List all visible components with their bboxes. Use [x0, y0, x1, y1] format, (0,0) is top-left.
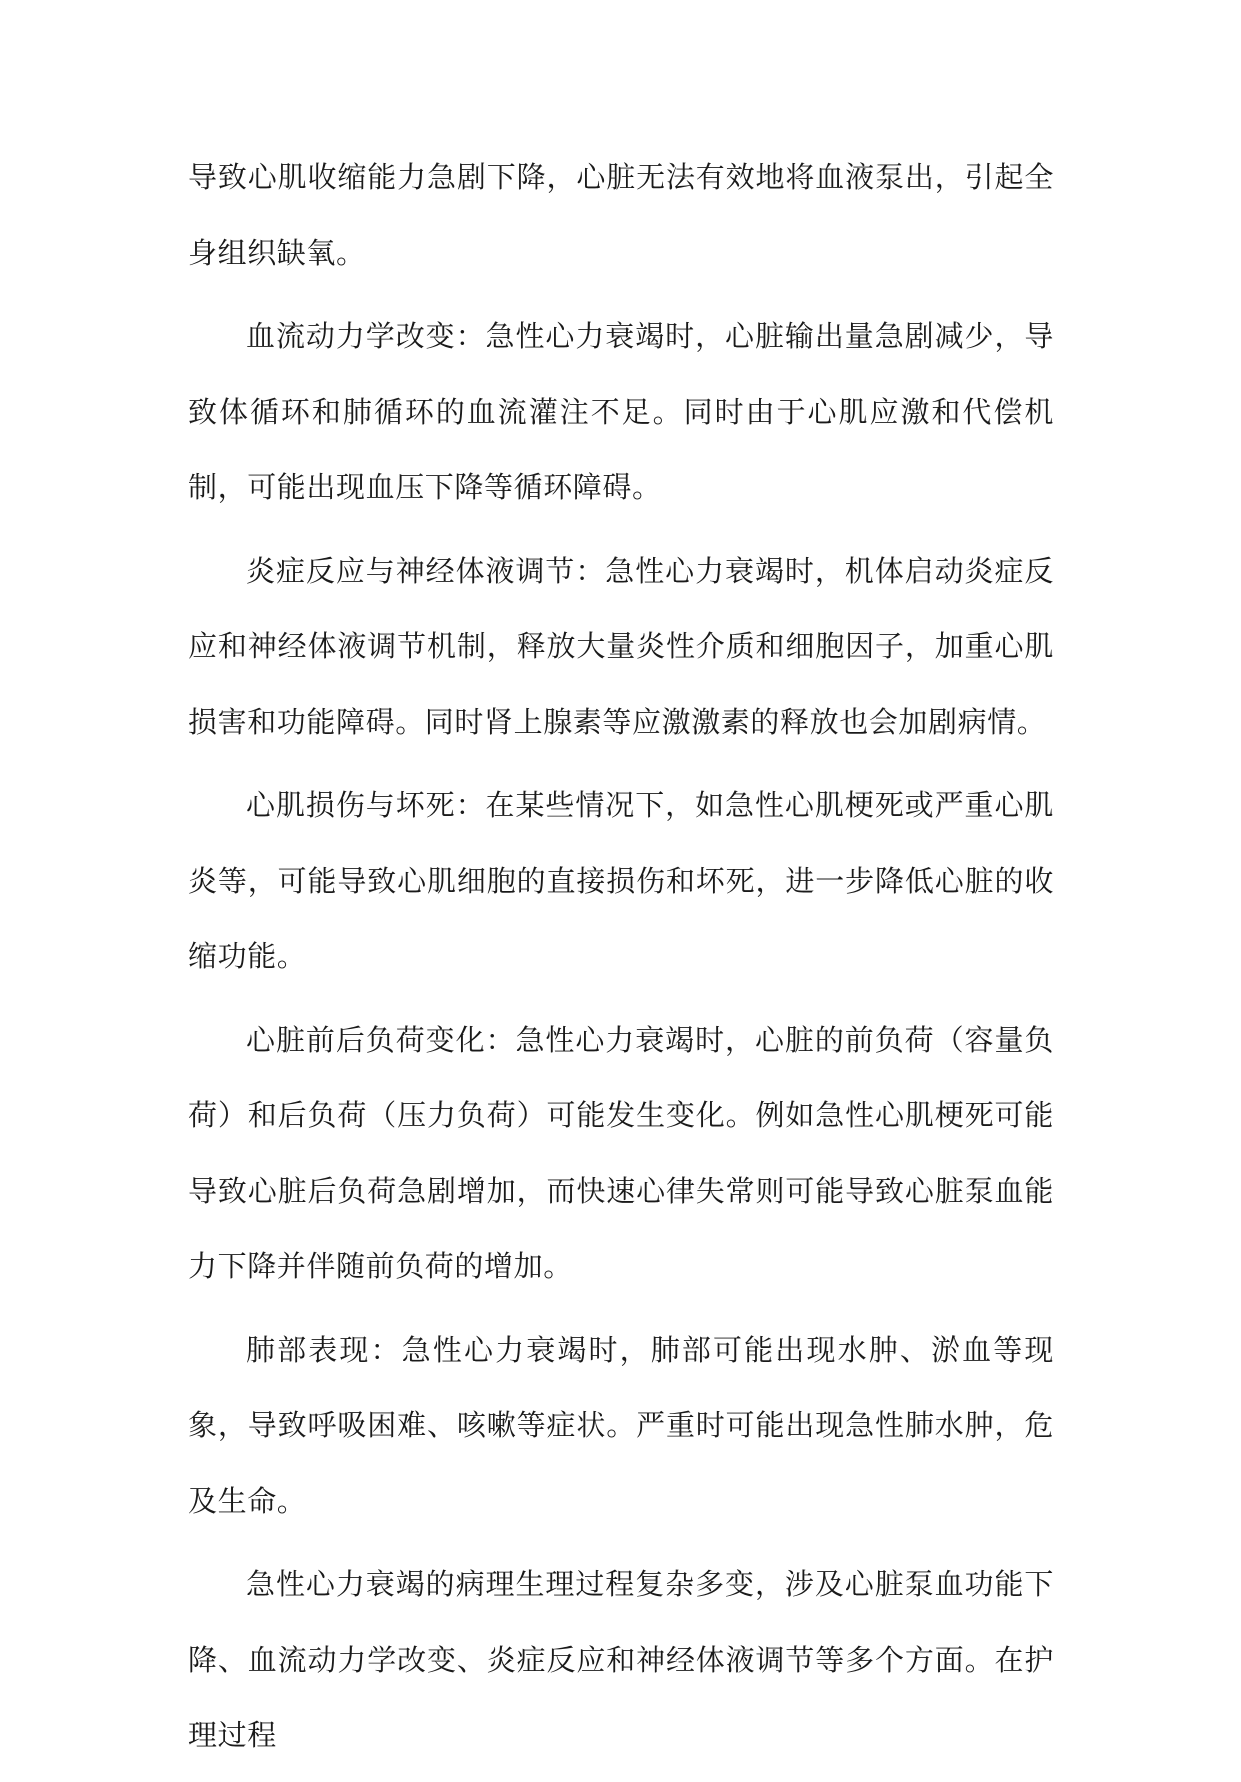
paragraph-summary: 急性心力衰竭的病理生理过程复杂多变，涉及心脏泵血功能下降、血流动力学改变、炎症反应和神经体液调节等多个方面。在护理过程 — [188, 1567, 1054, 1752]
paragraph-pulmonary: 肺部表现：急性心力衰竭时，肺部可能出现水肿、淤血等现象，导致呼吸困难、咳嗽等症状。严重时可能出现急性肺水肿，危及生命。 — [188, 1332, 1054, 1518]
paragraph-continuation: 导致心肌收缩能力急剧下降，心脏无法有效地将血液泵出，引起全身组织缺氧。 — [188, 160, 1054, 270]
paragraph-load-changes: 心脏前后负荷变化：急性心力衰竭时，心脏的前负荷（容量负荷）和后负荷（压力负荷）可能发生变化。例如急性心肌梗死可能导致心脏后负荷急剧增加，而快速心律失常则可能导致心脏泵血能力下降并伴随前负荷的增加。 — [188, 1022, 1054, 1283]
paragraph-hemodynamics: 血流动力学改变：急性心力衰竭时，心脏输出量急剧减少，导致体循环和肺循环的血流灌注不足。同时由于心肌应激和代偿机制，可能出现血压下降等循环障碍。 — [188, 319, 1054, 504]
document-body — [188, 140, 1054, 1782]
paragraph-inflammation: 炎症反应与神经体液调节：急性心力衰竭时，机体启动炎症反应和神经体液调节机制，释放大量炎性介质和细胞因子，加重心肌损害和功能障碍。同时肾上腺素等应激激素的释放也会加剧病情。 — [188, 553, 1054, 739]
paragraph-myocardial-injury: 心肌损伤与坏死：在某些情况下，如急性心肌梗死或严重心肌炎等，可能导致心肌细胞的直接损伤和坏死，进一步降低心脏的收缩功能。 — [188, 788, 1054, 973]
